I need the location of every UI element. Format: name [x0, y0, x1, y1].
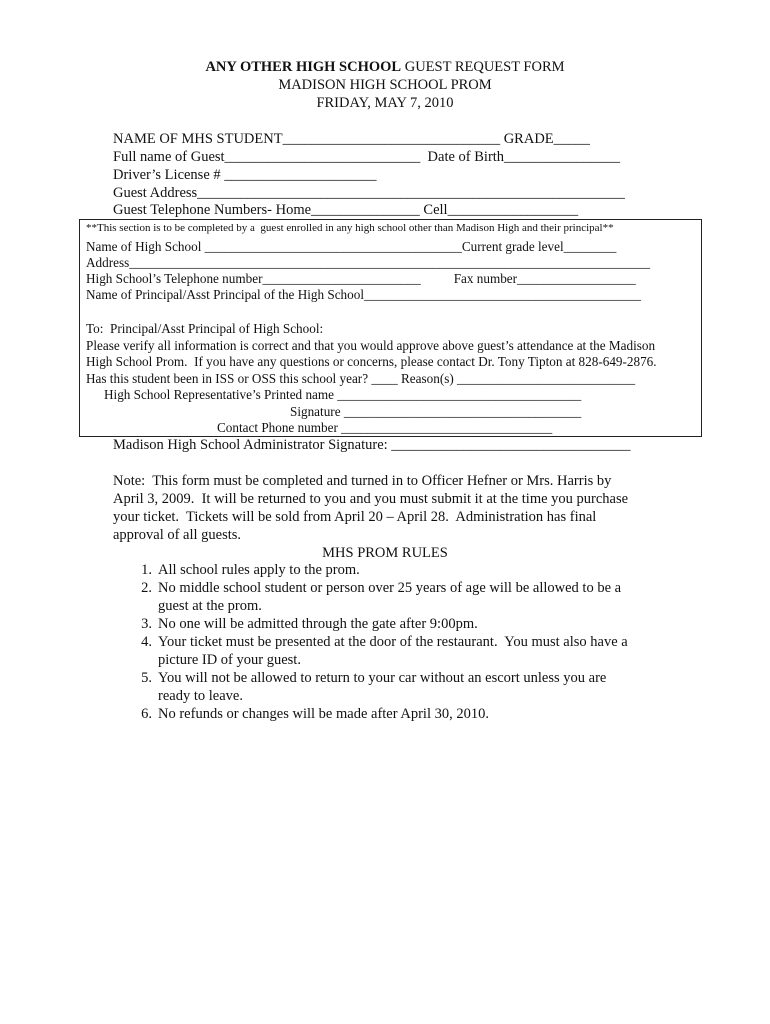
rule-item [130, 635, 628, 650]
note-line: your ticket. Tickets will be sold from April 20 – April 28. Administration has final [113, 509, 597, 525]
high-school-address-field[interactable]: Address_______________________________________________________________________________ [86, 255, 651, 270]
rule-text: No refunds or changes will be made after April 30, 2010. [158, 706, 489, 722]
rule-number: 6. [141, 706, 152, 722]
rule-text: Your ticket must be presented at the door of the restaurant. You must also have a [158, 634, 628, 650]
high-school-phone-fax-field[interactable]: High School’s Telephone number________________________ Fax number__________________ [86, 271, 636, 286]
principal-salutation: To: Principal/Asst Principal of High School: [86, 321, 324, 336]
principal-name-field[interactable]: Name of Principal/Asst Principal of the High School__________________________________________ [86, 287, 641, 302]
rule-number: 5. [141, 670, 152, 686]
form-subtitle: MADISON HIGH SCHOOL PROM [278, 77, 492, 93]
note-line: Note: This form must be completed and turned in to Officer Hefner or Mrs. Harris by [113, 473, 612, 489]
high-school-name-field[interactable]: Name of High School _______________________________________Current grade level________ [86, 239, 617, 254]
rule-text-continued: guest at the prom. [158, 598, 262, 614]
guest-name-dob-field[interactable]: Full name of Guest___________________________ Date of Birth________________ [113, 149, 621, 165]
section-note: **This section is to be completed by a guest enrolled in any high school other than Madison High and their principal** [86, 222, 614, 234]
student-name-grade-field[interactable]: NAME OF MHS STUDENT______________________________ GRADE_____ [113, 131, 590, 147]
rule-number: 3. [141, 616, 152, 632]
drivers-license-field[interactable]: Driver’s License # _____________________ [113, 167, 377, 183]
rule-item [130, 671, 606, 686]
form-title [0, 60, 770, 75]
rule-item [130, 581, 621, 596]
rule-text-continued: picture ID of your guest. [158, 652, 301, 668]
note-line: April 3, 2009. It will be returned to you and you must submit it at the time you purchase [113, 491, 629, 507]
rule-number: 1. [141, 562, 152, 578]
verify-text-line1: Please verify all information is correct and that you would approve above guest’s attendance at the Madison [86, 338, 656, 353]
rule-item [130, 707, 489, 722]
rule-text-continued: ready to leave. [158, 688, 243, 704]
note-line: approval of all guests. [113, 527, 242, 543]
representative-name-field[interactable]: High School Representative’s Printed name _____________________________________ [104, 387, 582, 402]
rule-item [130, 563, 360, 578]
rule-text: You will not be allowed to return to your car without an escort unless you are [158, 670, 607, 686]
rule-text: All school rules apply to the prom. [158, 562, 360, 578]
representative-signature-field[interactable]: Signature ____________________________________ [290, 404, 582, 419]
rules-title: MHS PROM RULES [322, 545, 448, 561]
rule-text: No one will be admitted through the gate after 9:00pm. [158, 616, 478, 632]
rule-number: 2. [141, 580, 152, 596]
form-date: FRIDAY, MAY 7, 2010 [316, 95, 454, 111]
rule-item [130, 617, 478, 632]
iss-oss-field[interactable]: Has this student been in ISS or OSS this school year? ____ Reason(s) ___________________________ [86, 371, 636, 386]
form-title-rest: GUEST REQUEST FORM [401, 59, 565, 75]
contact-phone-field[interactable]: Contact Phone number ________________________________ [217, 420, 553, 435]
guest-address-field[interactable]: Guest Address___________________________________________________________ [113, 185, 625, 201]
guest-phone-field[interactable]: Guest Telephone Numbers- Home_______________ Cell__________________ [113, 202, 579, 218]
verify-text-line2: High School Prom. If you have any questions or concerns, please contact Dr. Tony Tipton at 828-649-2876. [86, 354, 657, 369]
rule-text: No middle school student or person over 25 years of age will be allowed to be a [158, 580, 622, 596]
administrator-signature-field[interactable]: Madison High School Administrator Signature: _________________________________ [113, 437, 631, 453]
rule-number: 4. [141, 634, 152, 650]
form-title-bold: ANY OTHER HIGH SCHOOL [205, 59, 402, 75]
